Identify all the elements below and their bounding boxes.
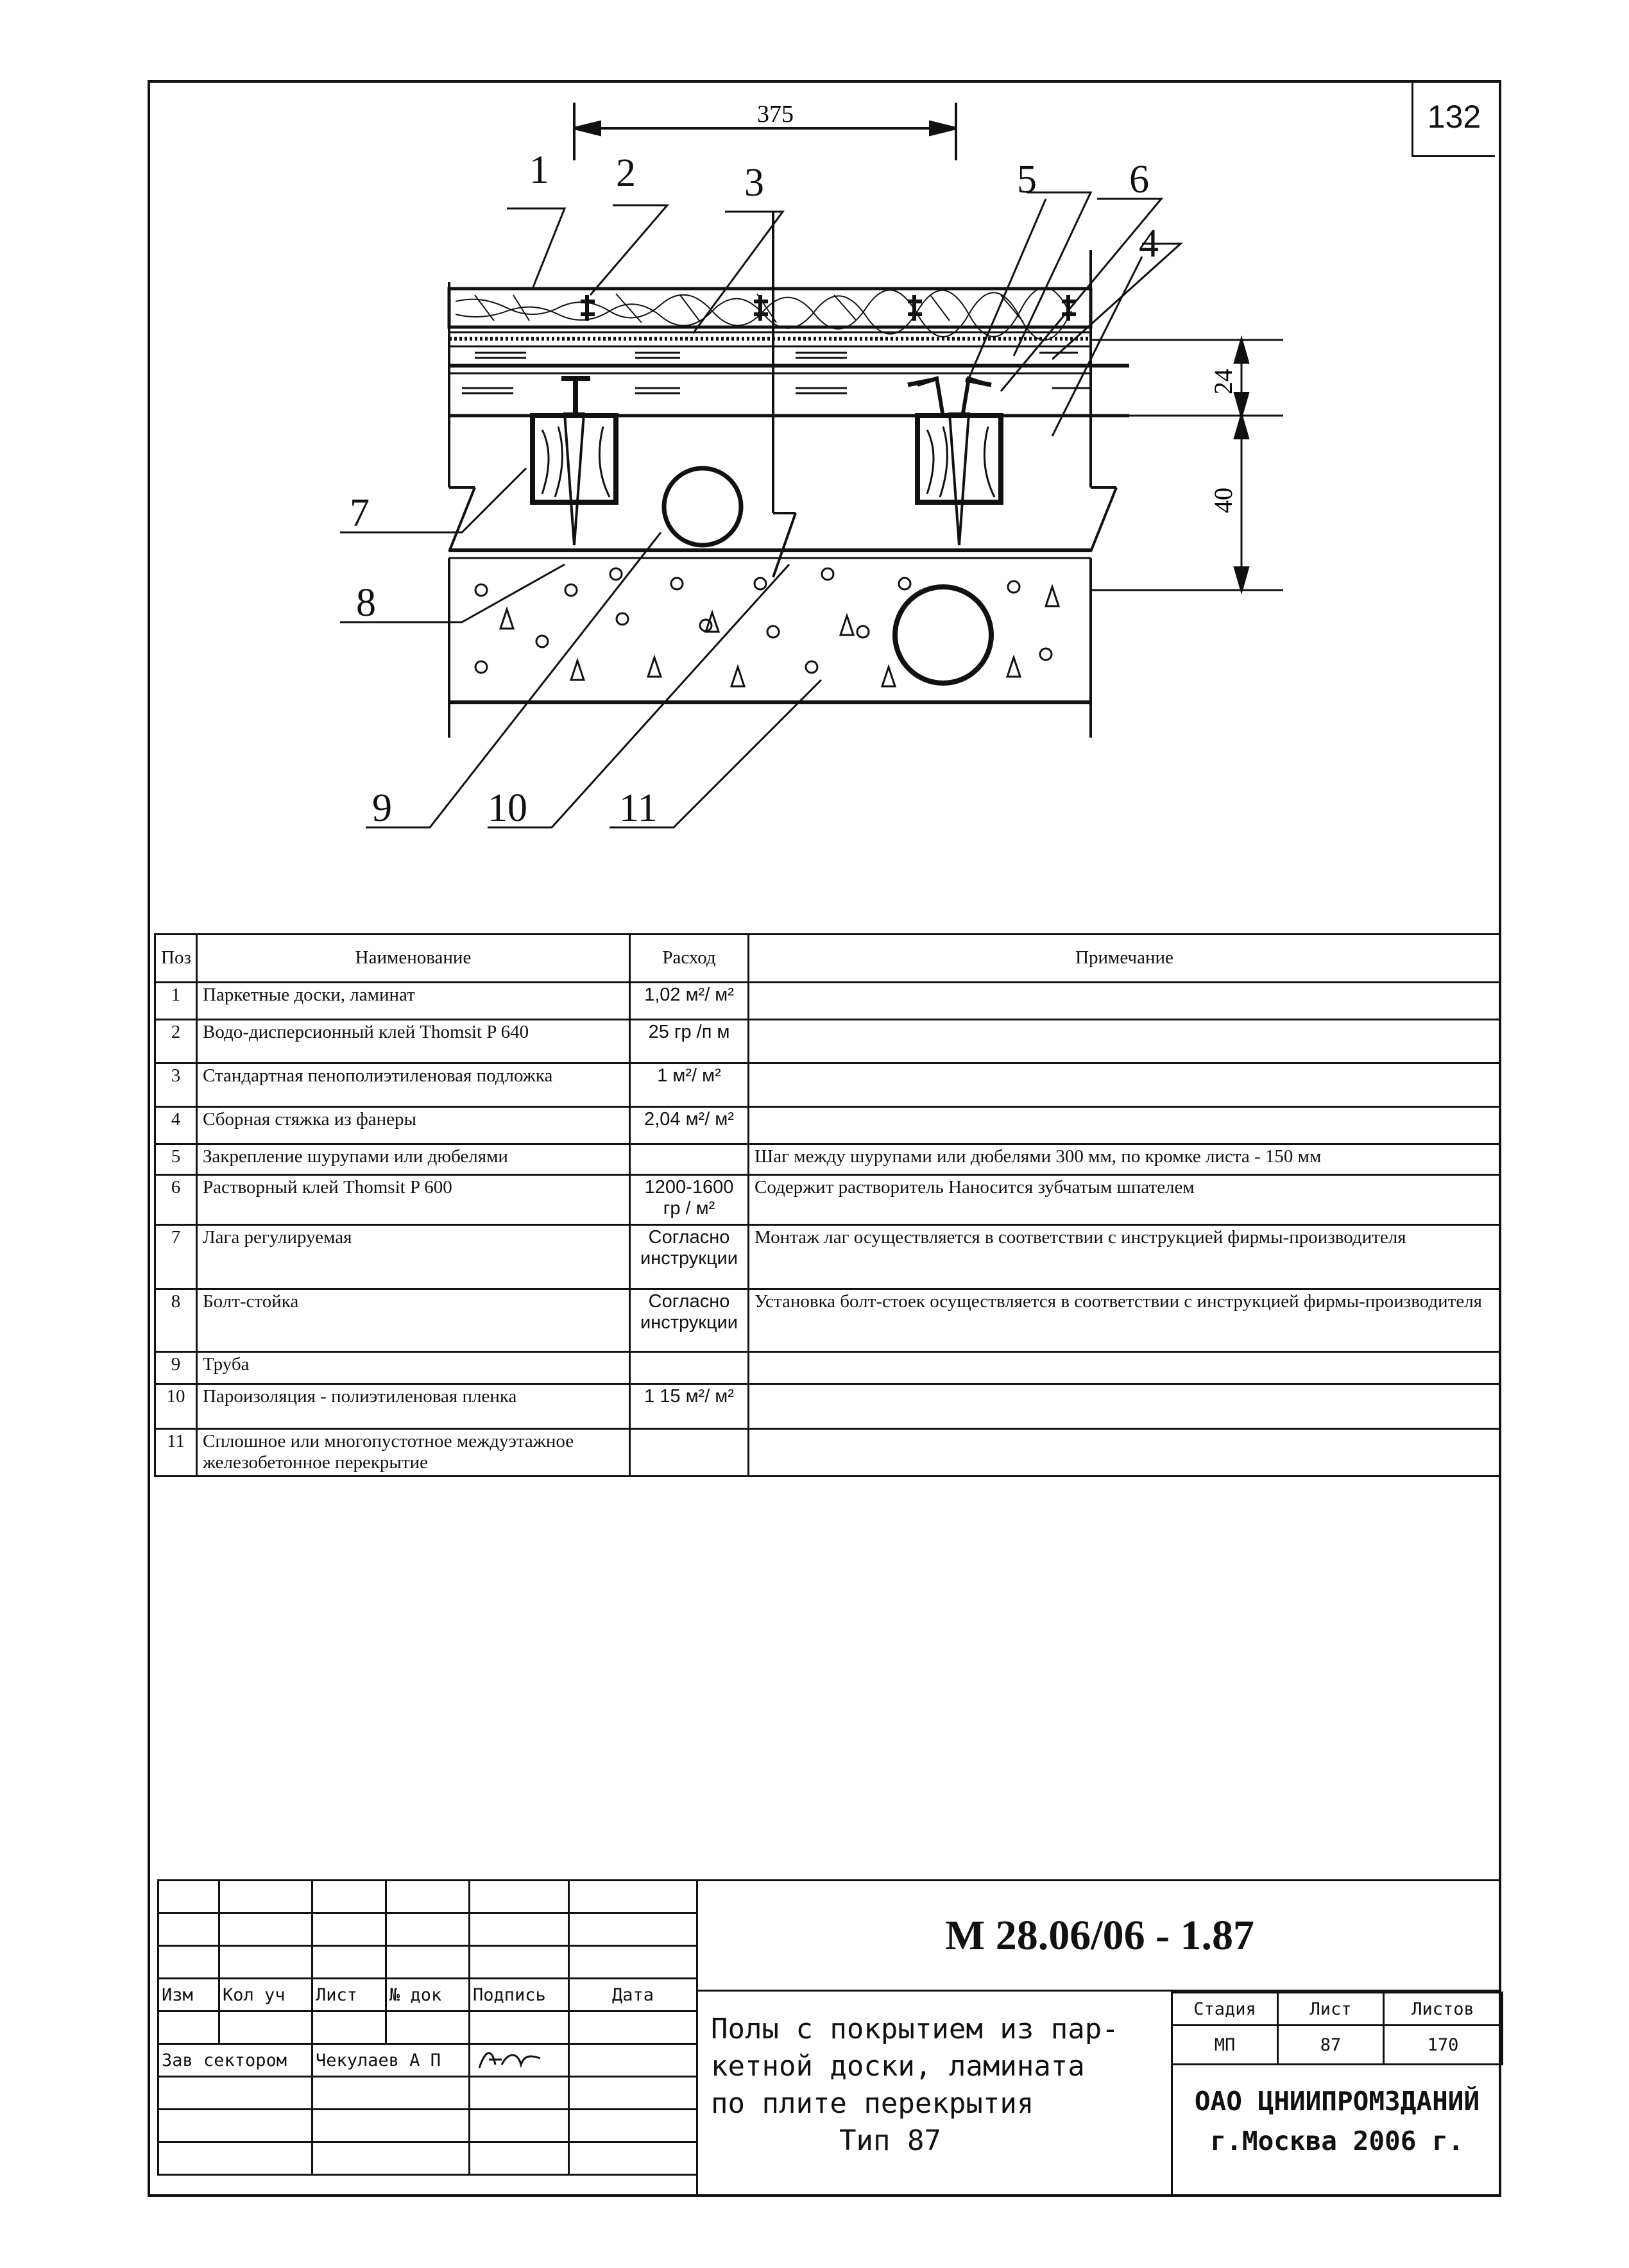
spec-pos-cell: 6 bbox=[155, 1175, 197, 1225]
spec-note-cell bbox=[749, 983, 1501, 1020]
spec-qty-cell: 1200-1600 гр / м² bbox=[630, 1175, 749, 1225]
stage-label: Стадия bbox=[1172, 1993, 1278, 2026]
spec-name-cell: Водо-дисперсионный клей Thomsit P 640 bbox=[197, 1020, 630, 1063]
spec-qty-cell: 2,04 м²/ м² bbox=[630, 1107, 749, 1144]
title-line-4: Тип 87 bbox=[839, 2124, 941, 2157]
doc-code: М 28.06/06 - 1.87 bbox=[944, 1912, 1255, 1959]
drawing-title bbox=[696, 1992, 1171, 2197]
table-row bbox=[155, 1107, 1501, 1144]
callout-8: 8 bbox=[356, 581, 376, 625]
spec-qty-cell: 1 м²/ м² bbox=[630, 1063, 749, 1107]
doc-code-cell bbox=[696, 1879, 1501, 1992]
col-list: Лист bbox=[312, 1979, 386, 2011]
spec-qty-cell: Согласно инструкции bbox=[630, 1289, 749, 1352]
approver-role: Зав сектором bbox=[158, 2044, 312, 2077]
callout-1: 1 bbox=[529, 148, 549, 192]
title-line-1: Полы с покрытием из пар- bbox=[711, 2013, 1119, 2045]
revision-grid bbox=[157, 1879, 698, 2176]
callout-5: 5 bbox=[1017, 158, 1037, 201]
sheets-label: Листов bbox=[1384, 1993, 1503, 2026]
approver-row bbox=[158, 2044, 697, 2077]
table-row bbox=[155, 1063, 1501, 1107]
col-qty-header: Расход bbox=[630, 935, 749, 983]
title-line-2: кетной доски, ламината bbox=[711, 2050, 1085, 2083]
spec-name-cell: Лага регулируемая bbox=[197, 1225, 630, 1289]
spec-note-cell bbox=[749, 1107, 1501, 1144]
spec-pos-cell: 4 bbox=[155, 1107, 197, 1144]
specification-table bbox=[154, 933, 1501, 1477]
spec-note-cell: Монтаж лаг осуществляется в соответствии с инструкцией фирмы-производителя bbox=[749, 1225, 1501, 1289]
organization-cell bbox=[1171, 2062, 1501, 2197]
callout-9: 9 bbox=[372, 786, 392, 830]
spec-pos-cell: 2 bbox=[155, 1020, 197, 1063]
approver-name: Чекулаев А П bbox=[312, 2044, 470, 2077]
spec-qty-cell: 25 гр /п м bbox=[630, 1020, 749, 1063]
spec-pos-cell: 7 bbox=[155, 1225, 197, 1289]
spec-qty-cell bbox=[630, 1144, 749, 1175]
sheet-number: 132 bbox=[1412, 80, 1495, 157]
table-row bbox=[155, 1225, 1501, 1289]
spec-note-cell: Содержит растворитель Наносится зубчатым шпателем bbox=[749, 1175, 1501, 1225]
stage-header-row bbox=[1172, 1993, 1503, 2026]
spec-pos-cell: 11 bbox=[155, 1429, 197, 1477]
table-row bbox=[155, 1429, 1501, 1477]
signature-mark bbox=[473, 2045, 550, 2071]
spec-name-cell: Сплошное или многопустотное междуэтажное железобетонное перекрытие bbox=[197, 1429, 630, 1477]
callout-11: 11 bbox=[619, 786, 658, 830]
spec-name-cell: Закрепление шурупами или дюбелями bbox=[197, 1144, 630, 1175]
title-line-3: по плите перекрытия bbox=[711, 2087, 1034, 2120]
spec-name-cell: Стандартная пенополиэтиленовая подложка bbox=[197, 1063, 630, 1107]
table-row bbox=[155, 1384, 1501, 1429]
table-row bbox=[155, 1352, 1501, 1384]
spec-pos-cell: 10 bbox=[155, 1384, 197, 1429]
col-note-header: Примечание bbox=[749, 935, 1501, 983]
col-izm: Изм bbox=[158, 1979, 219, 2011]
spec-note-cell bbox=[749, 1429, 1501, 1477]
spec-name-cell: Сборная стяжка из фанеры bbox=[197, 1107, 630, 1144]
spec-note-cell bbox=[749, 1020, 1501, 1063]
col-date: Дата bbox=[569, 1979, 697, 2011]
table-row bbox=[155, 1289, 1501, 1352]
callout-7: 7 bbox=[350, 491, 370, 535]
spec-qty-cell: 1 15 м²/ м² bbox=[630, 1384, 749, 1429]
table-row bbox=[155, 1020, 1501, 1063]
revision-header-row bbox=[158, 1979, 697, 2011]
table-row bbox=[155, 1144, 1501, 1175]
spec-name-cell: Пароизоляция - полиэтиленовая пленка bbox=[197, 1384, 630, 1429]
dimension-24: 24 bbox=[1209, 369, 1238, 394]
dimension-375: 375 bbox=[757, 101, 794, 128]
col-kol-uch: Кол уч bbox=[219, 1979, 312, 2011]
spec-qty-cell bbox=[630, 1352, 749, 1384]
stage-grid bbox=[1171, 1992, 1503, 2065]
spec-pos-cell: 5 bbox=[155, 1144, 197, 1175]
floor-section-drawing bbox=[0, 0, 1629, 930]
sheet-value: 87 bbox=[1278, 2026, 1384, 2065]
spec-note-cell bbox=[749, 1352, 1501, 1384]
org-city-year: г.Москва 2006 г. bbox=[1210, 2126, 1464, 2156]
spec-note-cell: Установка болт-стоек осуществляется в соответствии с инструкцией фирмы-производителя bbox=[749, 1289, 1501, 1352]
stage-value: МП bbox=[1172, 2026, 1278, 2065]
spec-pos-cell: 8 bbox=[155, 1289, 197, 1352]
spec-name-cell: Труба bbox=[197, 1352, 630, 1384]
table-row bbox=[155, 1175, 1501, 1225]
org-name: ОАО ЦНИИПРОМЗДАНИЙ bbox=[1194, 2086, 1480, 2117]
spec-note-cell bbox=[749, 1063, 1501, 1107]
callout-6: 6 bbox=[1129, 158, 1149, 201]
callout-2: 2 bbox=[616, 151, 636, 195]
spec-qty-cell: Согласно инструкции bbox=[630, 1225, 749, 1289]
col-pos-header: Поз bbox=[155, 935, 197, 983]
spec-pos-cell: 1 bbox=[155, 983, 197, 1020]
spec-name-cell: Болт-стойка bbox=[197, 1289, 630, 1352]
spec-pos-cell: 3 bbox=[155, 1063, 197, 1107]
spec-name-cell: Паркетные доски, ламинат bbox=[197, 983, 630, 1020]
callout-10: 10 bbox=[488, 786, 527, 830]
col-doc-no: № док bbox=[386, 1979, 470, 2011]
callout-4: 4 bbox=[1139, 222, 1159, 266]
spec-qty-cell bbox=[630, 1429, 749, 1477]
spec-header-row bbox=[155, 935, 1501, 983]
sheets-value: 170 bbox=[1384, 2026, 1503, 2065]
spec-name-cell: Растворный клей Thomsit P 600 bbox=[197, 1175, 630, 1225]
dimension-40: 40 bbox=[1209, 487, 1238, 513]
spec-pos-cell: 9 bbox=[155, 1352, 197, 1384]
stage-value-row bbox=[1172, 2026, 1503, 2065]
callout-3: 3 bbox=[744, 161, 764, 205]
col-name-header: Наименование bbox=[197, 935, 630, 983]
approver-signature bbox=[470, 2044, 569, 2077]
sheet-label: Лист bbox=[1278, 1993, 1384, 2026]
col-signature: Подпись bbox=[470, 1979, 569, 2011]
spec-qty-cell: 1,02 м²/ м² bbox=[630, 983, 749, 1020]
spec-note-cell bbox=[749, 1384, 1501, 1429]
spec-note-cell: Шаг между шурупами или дюбелями 300 мм, по кромке листа - 150 мм bbox=[749, 1144, 1501, 1175]
table-row bbox=[155, 983, 1501, 1020]
